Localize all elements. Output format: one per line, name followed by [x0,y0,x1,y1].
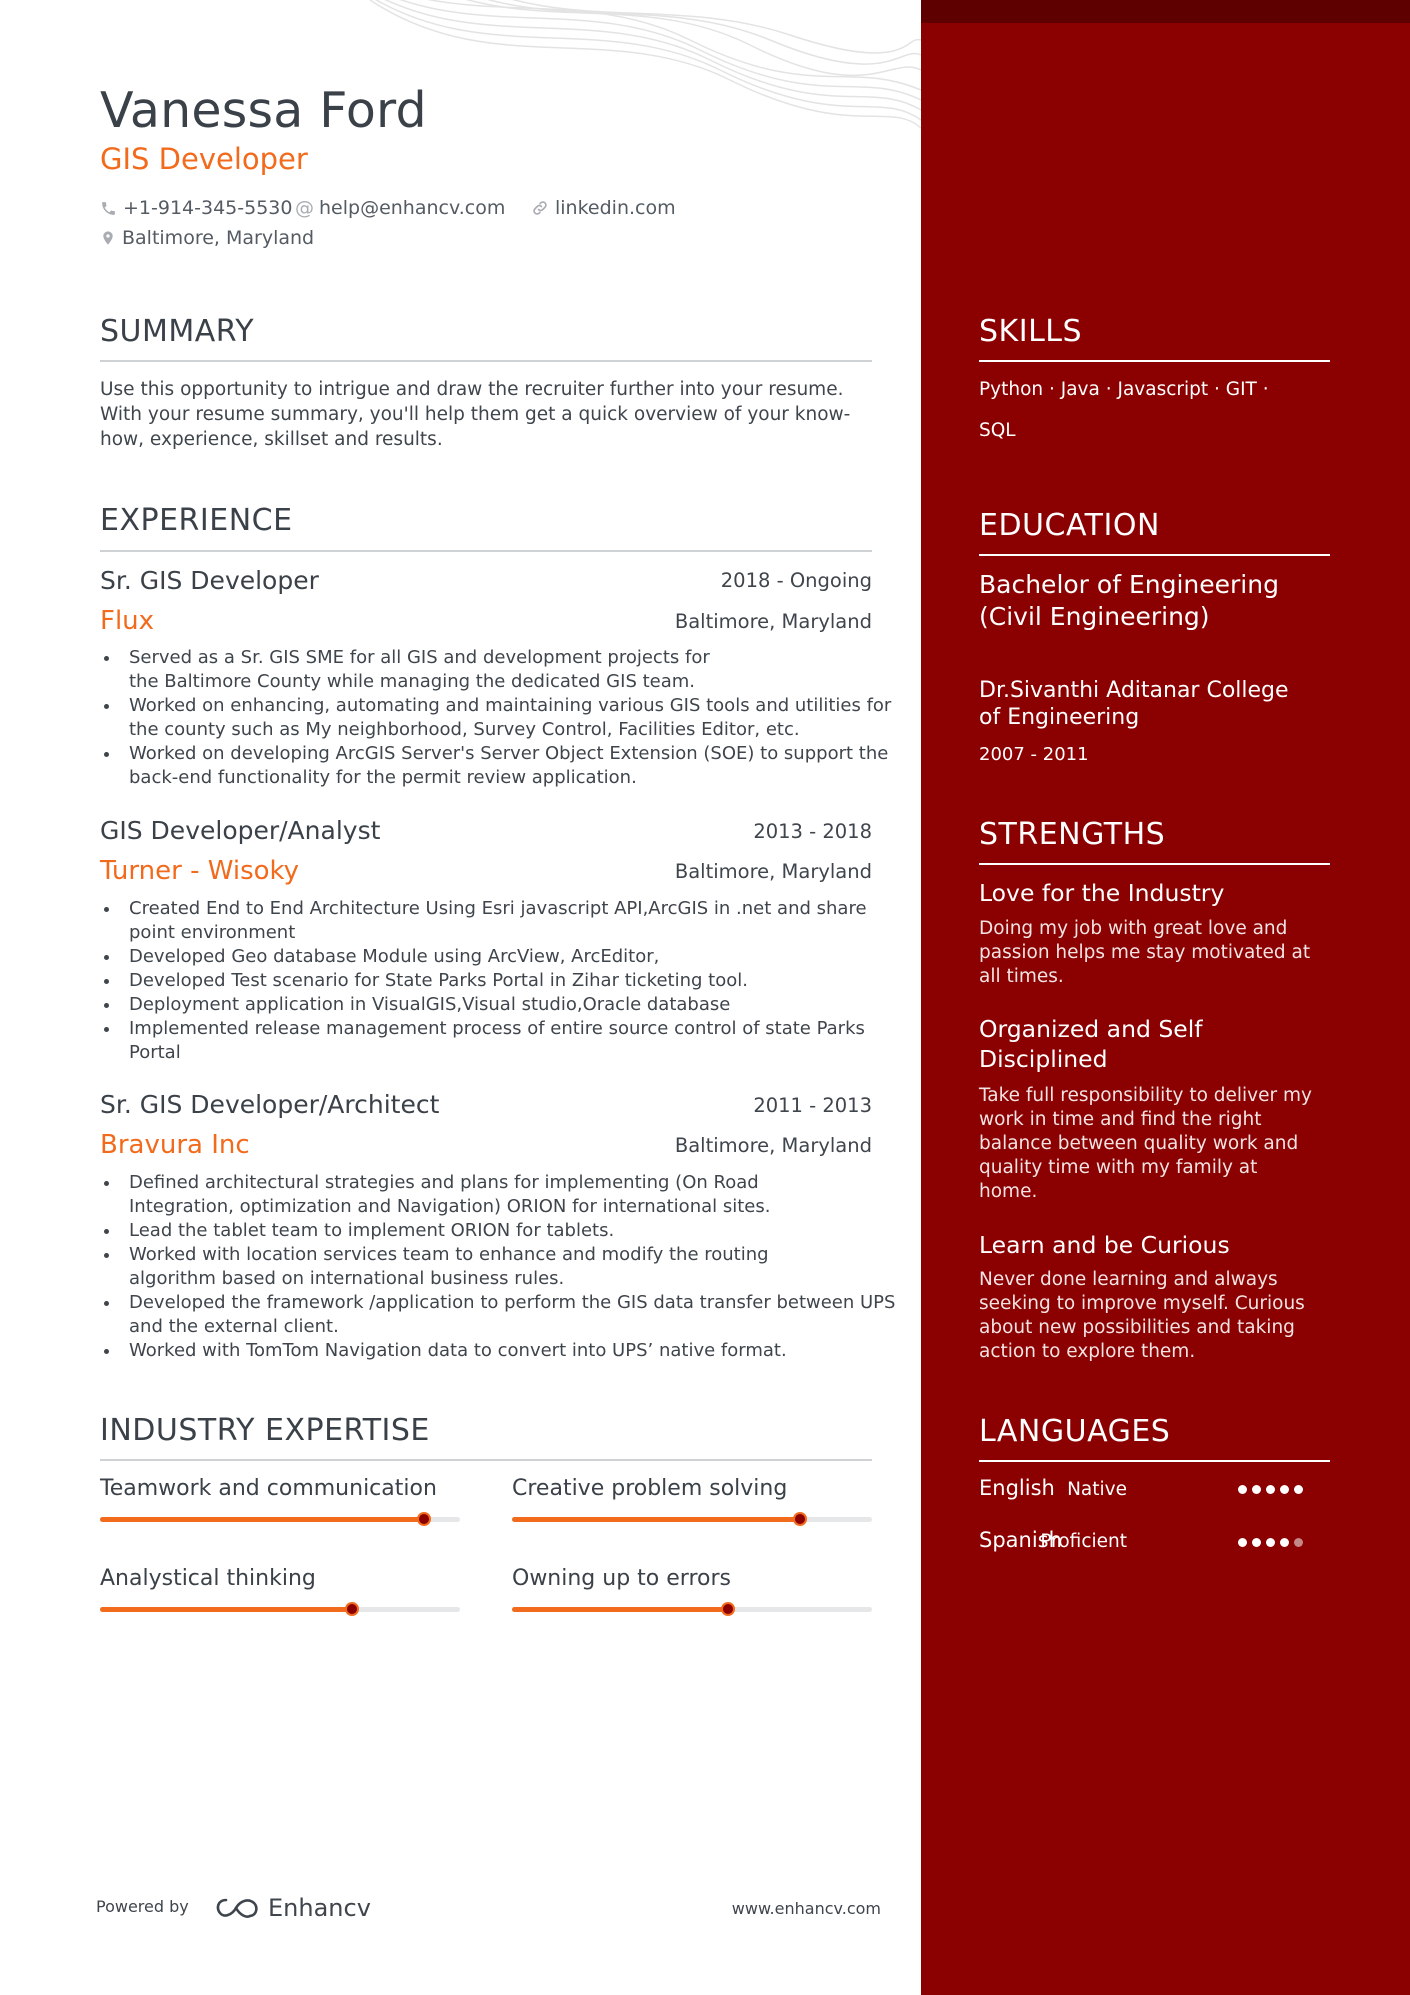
experience-heading: EXPERIENCE [100,503,293,538]
job-company: Bravura Inc [100,1130,250,1160]
language-dot-empty [1294,1538,1303,1547]
job-dates: 2013 - 2018 [753,820,872,843]
bullet-item: Deployment application in VisualGIS,Visual studio,Oracle database [129,993,889,1017]
skills-list [979,369,1324,451]
language-name: English [979,1476,1055,1500]
job-location: Baltimore, Maryland [674,860,872,883]
language-dot-filled [1280,1538,1289,1547]
language-level: Native [1067,1479,1127,1500]
skills-line: SQL [979,420,1016,441]
job-title: Sr. GIS Developer/Architect [100,1090,440,1119]
summary-heading: SUMMARY [100,314,255,349]
language-dot-filled [1266,1538,1275,1547]
contact-phone [100,197,292,219]
expertise-bar [100,1517,460,1522]
expertise-heading: INDUSTRY EXPERTISE [100,1413,430,1448]
expertise-bar [512,1607,872,1612]
language-dot-filled [1238,1538,1247,1547]
strength-title: Learn and be Curious [979,1231,1230,1259]
skills-line: Python · Java · Javascript · GIT · [979,379,1269,400]
expertise-bar-knob [417,1512,431,1526]
powered-by-text: Powered by [96,1897,189,1916]
sidebar [921,0,1410,1995]
expertise-bar-knob [793,1512,807,1526]
candidate-name: Vanessa Ford [100,82,427,139]
bullet-item: Lead the tablet team to implement ORION for tablets. [129,1219,849,1243]
languages-divider [979,1460,1330,1462]
language-dot-filled [1294,1485,1303,1494]
job-dates: 2011 - 2013 [753,1094,872,1117]
expertise-divider [100,1459,872,1461]
strength-title: Organized and Self Disciplined [979,1015,1203,1073]
phone-icon [100,200,117,217]
language-name: Spanish [979,1528,1062,1552]
link-icon [531,199,549,217]
language-dots [1238,1538,1303,1547]
summary-divider [100,360,872,362]
expertise-label: Creative problem solving [512,1476,788,1501]
job-title: Sr. GIS Developer [100,566,319,595]
bullet-item: Defined architectural strategies and plans for implementing (On Road Integration, optimization and Navigation) ORION for international sites. [129,1171,849,1219]
job-title: GIS Developer/Analyst [100,816,381,845]
strength-desc: Take full responsibility to deliver my work in time and find the right balance between quality work and quality time with my family at home. [979,1085,1312,1202]
expertise-bar-fill [512,1517,800,1522]
language-dot-filled [1252,1538,1261,1547]
at-icon: @ [295,197,314,219]
sidebar-topbar [921,0,1410,23]
bullet-item: Developed Test scenario for State Parks Portal in Zihar ticketing tool. [129,969,889,993]
job-dates: 2018 - Ongoing [720,569,872,592]
job-bullets [100,646,729,694]
languages-heading: LANGUAGES [979,1414,1171,1449]
expertise-bar-knob [345,1602,359,1616]
bullet-item: Developed the framework /application to perform the GIS data transfer between UPS and the external client. [129,1291,919,1339]
job-bullets [100,1017,889,1065]
expertise-bar-fill [100,1607,352,1612]
job-bullets [100,1291,919,1363]
expertise-bar-fill [100,1517,424,1522]
education-divider [979,554,1330,556]
enhancv-brand: Enhancv [268,1894,371,1922]
skills-heading: SKILLS [979,314,1083,349]
language-dot-filled [1252,1485,1261,1494]
summary-text: Use this opportunity to intrigue and draw the recruiter further into your resume. With your resume summary, you'll help them get a quick overview of your know-how, experience, skillset and results. [100,379,851,450]
job-company: Flux [100,606,155,636]
job-location: Baltimore, Maryland [674,610,872,633]
expertise-bar-knob [721,1602,735,1616]
expertise-label: Teamwork and communication [100,1476,437,1501]
language-dot-filled [1280,1485,1289,1494]
strength-desc: Doing my job with great love and passion helps me stay motivated at all times. [979,918,1311,987]
bullet-item: Worked with location services team to enhance and modify the routing algorithm based on international business rules. [129,1243,849,1291]
bullet-item: Implemented release management process of entire source control of state Parks Portal [129,1017,889,1065]
job-location: Baltimore, Maryland [674,1134,872,1157]
phone-text: +1-914-345-5530 [123,197,293,219]
contact-email[interactable] [295,197,505,219]
candidate-role: GIS Developer [100,142,308,176]
language-level: Proficient [1040,1531,1127,1552]
email-text: help@enhancv.com [319,197,506,219]
bullet-item: Worked with TomTom Navigation data to convert into UPS’ native format. [129,1339,919,1363]
job-bullets [100,694,909,790]
job-bullets [100,897,889,1017]
strengths-divider [979,863,1330,865]
bullet-item: Created End to End Architecture Using Esri javascript API,ArcGIS in .net and share point environment [129,897,889,945]
education-years: 2007 - 2011 [979,744,1089,765]
strengths-heading: STRENGTHS [979,817,1166,852]
job-company: Turner - Wisoky [100,856,300,886]
location-text: Baltimore, Maryland [122,227,315,249]
footer-url[interactable]: www.enhancv.com [731,1899,881,1918]
location-pin-icon [100,229,116,247]
bullet-item: Developed Geo database Module using ArcView, ArcEditor, [129,945,889,969]
language-dots [1238,1485,1303,1494]
skills-divider [979,360,1330,362]
contact-location [100,227,314,249]
expertise-label: Owning up to errors [512,1566,731,1591]
experience-divider [100,550,872,552]
strength-title: Love for the Industry [979,879,1225,907]
linkedin-text: linkedin.com [555,197,676,219]
expertise-bar-fill [512,1607,728,1612]
strength-desc: Never done learning and always seeking to improve myself. Curious about new possibilities and taking action to explore them. [979,1269,1305,1362]
expertise-bar [512,1517,872,1522]
expertise-label: Analystical thinking [100,1566,316,1591]
bullet-item: Served as a Sr. GIS SME for all GIS and development projects for the Baltimore County while managing the dedicated GIS team. [129,646,729,694]
education-heading: EDUCATION [979,508,1160,543]
education-school: Dr.Sivanthi Aditanar College of Engineering [979,678,1289,730]
expertise-bar [100,1607,460,1612]
bullet-item: Worked on enhancing, automating and maintaining various GIS tools and utilities for the county such as My neighborhood, Survey Control, Facilities Editor, etc. [129,694,909,742]
contact-linkedin[interactable] [531,197,676,219]
education-degree: Bachelor of Engineering (Civil Engineering) [979,570,1279,631]
language-dot-filled [1238,1485,1247,1494]
enhancv-logo[interactable] [214,1894,371,1922]
language-dot-filled [1266,1485,1275,1494]
job-bullets [100,1171,849,1291]
bullet-item: Worked on developing ArcGIS Server's Server Object Extension (SOE) to support the back-end functionality for the permit review application. [129,742,909,790]
enhancv-logo-icon [214,1895,262,1921]
